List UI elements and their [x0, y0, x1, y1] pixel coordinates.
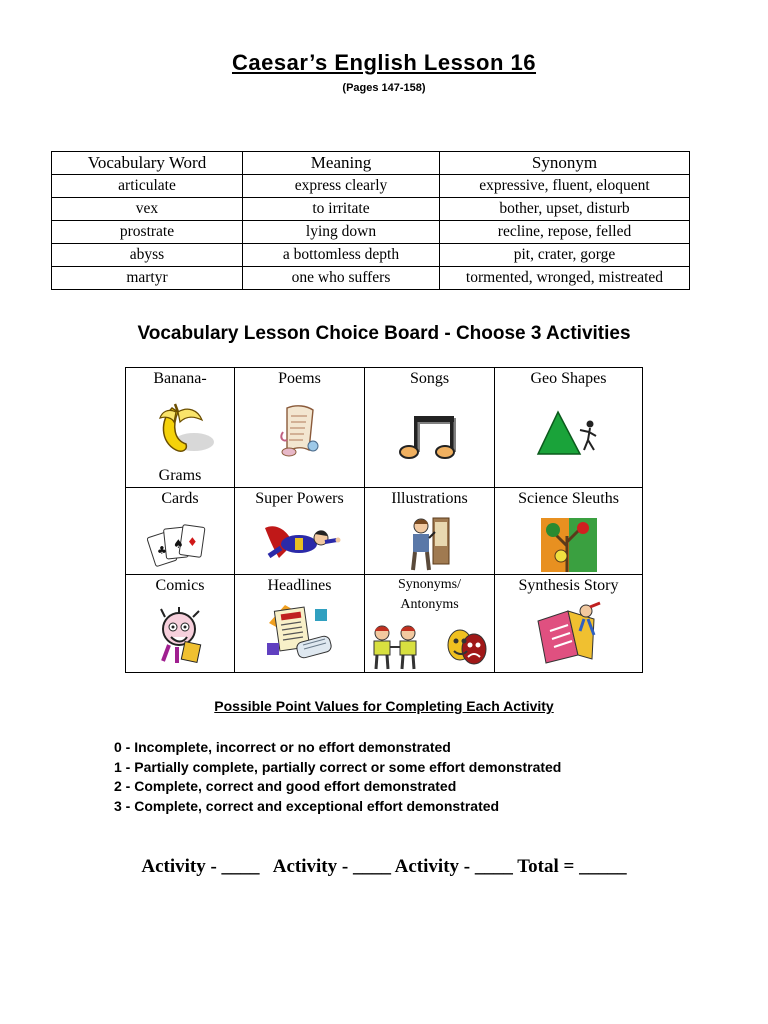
choice-cell-headlines [234, 574, 365, 673]
vocab-word: articulate [52, 175, 243, 198]
vocab-word: abyss [52, 244, 243, 267]
choice-cell-comics [125, 574, 235, 673]
cell-label: Cards [161, 490, 199, 507]
table-header-row [52, 152, 690, 175]
vocab-meaning: a bottomless depth [243, 244, 440, 267]
point-values-title: Possible Point Values for Completing Each Activity [214, 698, 554, 714]
vocab-synonym: recline, repose, felled [440, 221, 690, 244]
vocab-synonym: expressive, fluent, eloquent [440, 175, 690, 198]
vocab-meaning: express clearly [243, 175, 440, 198]
svg-text:♣: ♣ [157, 544, 167, 557]
cell-label: Super Powers [255, 490, 344, 507]
science-tree-icon [539, 516, 599, 574]
playing-cards-icon [147, 520, 213, 570]
cell-label: Comics [155, 577, 205, 594]
choice-cell-synonyms-antonyms [364, 574, 495, 673]
vocab-meaning: to irritate [243, 198, 440, 221]
column-header-synonym: Synonym [440, 152, 690, 175]
vocab-synonym: pit, crater, gorge [440, 244, 690, 267]
vocab-word: prostrate [52, 221, 243, 244]
list-item: 0 - Incomplete, incorrect or no effort demonstrated [114, 739, 451, 755]
cell-label: Synonyms/ [397, 577, 461, 592]
cell-label-continued: Antonyms [400, 597, 459, 612]
newspaper-icon [265, 603, 335, 665]
painter-icon [405, 514, 455, 574]
list-item: 3 - Complete, correct and exceptional effort demonstrated [114, 797, 500, 814]
choice-cell-cards [125, 487, 235, 575]
choice-cell-poems [234, 367, 365, 488]
svg-text:♦: ♦ [187, 535, 198, 549]
cell-label: Banana- [153, 370, 207, 387]
choice-cell-science-sleuths [494, 487, 643, 575]
choice-cell-super-powers [234, 487, 365, 575]
table-row [52, 198, 690, 221]
scroll-icon [277, 402, 323, 460]
storybook-icon [534, 601, 604, 667]
cell-label: Science Sleuths [518, 490, 619, 507]
triangle-figure-icon [536, 406, 602, 460]
music-notes-icon [398, 412, 462, 464]
choice-cell-synthesis-story [494, 574, 643, 673]
superhero-icon [259, 518, 341, 566]
cell-label: Poems [278, 370, 321, 387]
table-row [52, 221, 690, 244]
page-range: (Pages 147-158) [342, 82, 426, 94]
cell-label: Illustrations [391, 490, 468, 507]
list-item: 2 - Complete, correct and good effort demonstrated [114, 778, 457, 794]
table-row [52, 244, 690, 267]
choice-board-title: Vocabulary Lesson Choice Board - Choose 3 Activities [137, 323, 631, 344]
page-title: Caesar’s English Lesson 16 [231, 50, 537, 75]
choice-cell-geo-shapes [494, 367, 643, 488]
vocabulary-table [51, 151, 690, 290]
vocab-meaning: lying down [243, 221, 440, 244]
vocab-word: vex [52, 198, 243, 221]
table-row [52, 267, 690, 290]
cell-label: Geo Shapes [530, 370, 607, 387]
cell-label: Headlines [267, 577, 332, 594]
cell-label: Synthesis Story [518, 577, 619, 594]
choice-board [125, 367, 643, 673]
twins-masks-icon [368, 623, 492, 671]
choice-cell-banana-grams [125, 367, 235, 488]
choice-cell-songs [364, 367, 495, 488]
svg-text:♠: ♠ [173, 537, 184, 551]
vocab-meaning: one who suffers [243, 267, 440, 290]
list-item: 1 - Partially complete, partially correct or some effort demonstrated [114, 758, 562, 775]
comic-character-icon [151, 607, 209, 667]
point-values-list [114, 738, 561, 816]
choice-cell-illustrations [364, 487, 495, 575]
vocab-synonym: tormented, wronged, mistreated [440, 267, 690, 290]
vocab-synonym: bother, upset, disturb [440, 198, 690, 221]
table-row [52, 175, 690, 198]
vocab-word: martyr [52, 267, 243, 290]
column-header-word: Vocabulary Word [52, 152, 243, 175]
column-header-meaning: Meaning [243, 152, 440, 175]
cell-label-continued: Grams [158, 467, 202, 484]
banana-icon [142, 398, 218, 458]
cell-label: Songs [409, 370, 450, 387]
activity-score-line: Activity - ____ Activity - ____ Activity - ____ Total = _____ [141, 856, 627, 877]
